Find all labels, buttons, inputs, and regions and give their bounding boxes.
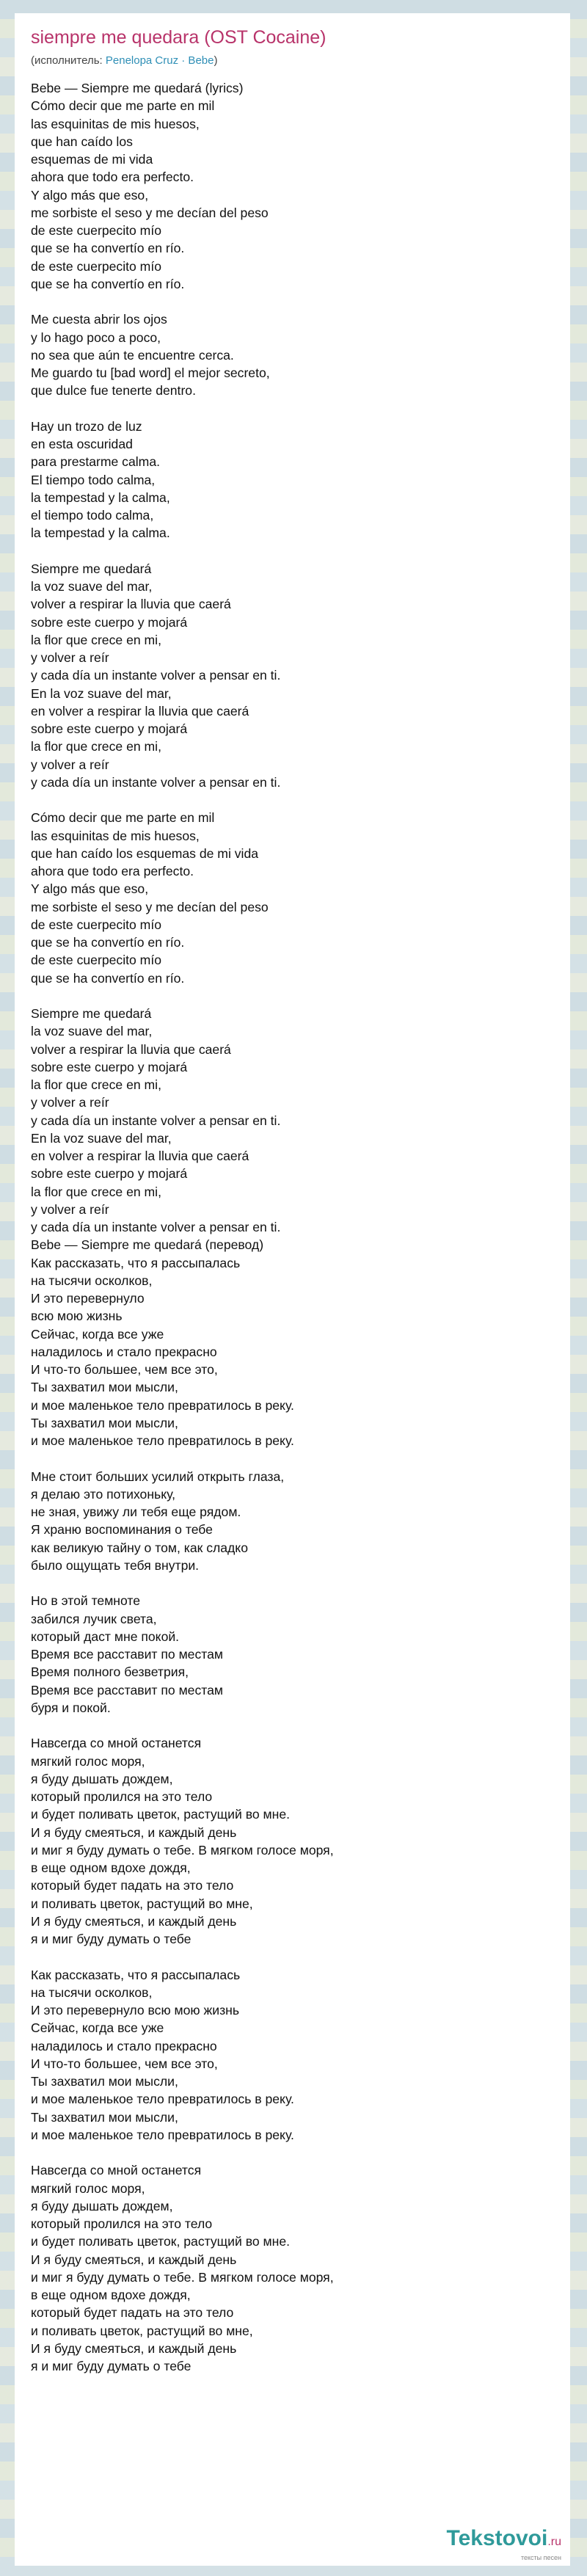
lyric-line xyxy=(31,2144,570,2161)
lyric-line: no sea que aún te encuentre cerca. xyxy=(31,347,234,363)
lyric-line: la tempestad y la calma. xyxy=(31,525,170,541)
lyric-line: Время полного безветрия, xyxy=(31,1664,189,1680)
lyric-line: Bebe — Siempre me quedará (перевод) xyxy=(31,1237,264,1253)
lyric-line xyxy=(31,293,570,310)
lyric-line: который будет падать на это тело xyxy=(31,2305,234,2321)
lyric-line: y cada día un instante volver a pensar en ti. xyxy=(31,668,281,683)
lyric-line xyxy=(31,987,570,1005)
lyric-line: sobre este cuerpo y mojará xyxy=(31,1166,188,1182)
lyric-line: Время все расставит по местам xyxy=(31,1647,223,1662)
lyric-line: который даст мне покой. xyxy=(31,1629,180,1644)
lyric-line: я буду дышать дождем, xyxy=(31,1771,173,1786)
performer-prefix: (исполнитель: xyxy=(31,54,106,67)
lyric-line: la flor que crece en mi, xyxy=(31,1184,161,1199)
lyric-line xyxy=(31,1574,570,1592)
lyric-line: И что-то большее, чем все это, xyxy=(31,1362,218,1377)
lyric-line: и миг я буду думать о тебе. В мягком голосе моря, xyxy=(31,1842,334,1858)
lyric-line: de este cuerpecito mío xyxy=(31,258,161,274)
lyric-line: в еще одном вдохе дождя, xyxy=(31,2288,191,2302)
lyric-line: y volver a reír xyxy=(31,1095,109,1110)
lyric-line: Сейчас, когда все уже xyxy=(31,2020,164,2036)
lyric-line: esquemas de mi vida xyxy=(31,152,153,167)
lyric-line: Cómo decir que me parte en mil xyxy=(31,98,215,114)
lyric-line: Siempre me quedará xyxy=(31,1006,152,1021)
lyric-line: я и миг буду думать о тебе xyxy=(31,2359,192,2373)
lyric-line: Y algo más que eso, xyxy=(31,881,149,897)
lyric-line: de este cuerpecito mío xyxy=(31,953,161,968)
lyric-line: в еще одном вдохе дождя, xyxy=(31,1860,191,1875)
lyric-line: мягкий голос моря, xyxy=(31,1753,145,1769)
lyric-line: la voz suave del mar, xyxy=(31,1024,153,1039)
lyric-line: las esquinitas de mis huesos, xyxy=(31,116,200,131)
lyric-line: la tempestad y la calma, xyxy=(31,490,170,505)
lyric-line: было ощущать тебя внутри. xyxy=(31,1557,200,1573)
lyric-line: не зная, увижу ли тебя еще рядом. xyxy=(31,1505,241,1519)
lyric-line: И это перевернуло xyxy=(31,1291,145,1306)
lyric-line: и поливать цветок, растущий во мне, xyxy=(31,2323,253,2338)
lyric-line: sobre este cuerpo y mojará xyxy=(31,1059,188,1074)
lyric-line: Siempre me quedará xyxy=(31,561,152,576)
lyric-line: en esta oscuridad xyxy=(31,437,133,451)
lyric-line: я делаю это потихоньку, xyxy=(31,1486,176,1502)
lyric-line: En la voz suave del mar, xyxy=(31,685,172,701)
lyric-line: en volver a respirar la lluvia que caerá xyxy=(31,1149,249,1163)
lyric-line: И я буду смеяться, и каждый день xyxy=(31,1824,237,1840)
lyric-line: Me guardo tu [bad word] el mejor secreto, xyxy=(31,365,270,380)
lyric-line: буря и покой. xyxy=(31,1700,111,1715)
lyric-line: y volver a reír xyxy=(31,1201,109,1217)
lyric-line: sobre este cuerpo y mojará xyxy=(31,721,188,736)
site-logo[interactable] xyxy=(447,2527,561,2561)
lyric-line: наладилось и стало прекрасно xyxy=(31,1344,217,1359)
lyric-line: я и миг буду думать о тебе xyxy=(31,1932,192,1946)
logo-tagline: тексты песен xyxy=(520,2554,561,2561)
lyric-line: la flor que crece en mi, xyxy=(31,739,161,754)
performer-suffix: ) xyxy=(214,54,218,67)
logo-wordmark xyxy=(447,2527,561,2554)
lyric-line: Bebe — Siempre me quedará (lyrics) xyxy=(31,81,244,95)
lyric-line: мягкий голос моря, xyxy=(31,2180,145,2196)
lyric-line: всю мою жизнь xyxy=(31,1309,123,1324)
lyric-line: Время все расставит по местам xyxy=(31,1682,223,1698)
lyric-line: y cada día un instante volver a pensar en ti. xyxy=(31,774,281,790)
lyric-line: volver a respirar la lluvia que caerá xyxy=(31,1041,231,1057)
lyric-line: y lo hago poco a poco, xyxy=(31,330,161,345)
lyric-line: и мое маленькое тело превратилось в реку. xyxy=(31,1433,294,1448)
lyric-line: Cómo decir que me parte en mil xyxy=(31,810,215,826)
lyric-line: el tiempo todo calma, xyxy=(31,508,154,523)
lyric-line: забился лучик света, xyxy=(31,1611,157,1626)
lyric-line: Навсегда со мной останется xyxy=(31,1736,202,1751)
lyric-line: Сейчас, когда все уже xyxy=(31,1326,164,1342)
lyric-line: Me cuesta abrir los ojos xyxy=(31,312,167,327)
lyric-line: И я буду смеяться, и каждый день xyxy=(31,2340,237,2356)
lyric-line: la voz suave del mar, xyxy=(31,579,153,594)
lyric-line: Мне стоит больших усилий открыть глаза, xyxy=(31,1469,285,1484)
lyric-line: la flor que crece en mi, xyxy=(31,1077,161,1092)
lyric-line xyxy=(31,1717,570,1734)
lyric-line: que han caído los esquemas de mi vida xyxy=(31,845,259,861)
song-header xyxy=(15,13,570,68)
lyric-line: Ты захватил мои мысли, xyxy=(31,1380,178,1395)
lyric-line: las esquinitas de mis huesos, xyxy=(31,828,200,843)
lyric-line: en volver a respirar la lluvia que caerá xyxy=(31,703,249,718)
lyric-line: volver a respirar la lluvia que caerá xyxy=(31,597,231,612)
lyric-line: ahora que todo era perfecto. xyxy=(31,864,194,878)
lyric-line: на тысячи осколков, xyxy=(31,1984,153,2000)
lyric-line: que se ha convertío en río. xyxy=(31,935,185,950)
lyric-line xyxy=(31,400,570,418)
lyric-line: de este cuerpecito mío xyxy=(31,917,161,932)
lyric-line: Hay un trozo de luz xyxy=(31,418,142,434)
lyric-line: para prestarme calma. xyxy=(31,454,161,470)
lyric-line: Как рассказать, что я рассыпалась xyxy=(31,1967,241,1982)
lyric-line: de este cuerpecito mío xyxy=(31,223,161,238)
lyric-line xyxy=(31,1948,570,1965)
lyrics-text xyxy=(15,68,570,2375)
lyric-line: на тысячи осколков, xyxy=(31,1273,153,1288)
lyrics-card xyxy=(15,13,570,2566)
lyric-line: la flor que crece en mi, xyxy=(31,632,161,647)
lyric-line: sobre este cuerpo y mojará xyxy=(31,614,188,630)
lyric-line: Навсегда со мной останется xyxy=(31,2163,202,2178)
lyric-line: И я буду смеяться, и каждый день xyxy=(31,1913,237,1929)
logo-name: Tekstovoi xyxy=(446,2526,548,2550)
lyric-line: me sorbiste el seso y me decían del peso xyxy=(31,205,269,220)
lyric-line: и миг я буду думать о тебе. В мягком голосе моря, xyxy=(31,2269,334,2285)
lyric-line: который пролился на это тело xyxy=(31,2216,213,2231)
lyric-line: que se ha convertío en río. xyxy=(31,276,185,291)
lyric-line: и будет поливать цветок, растущий во мне. xyxy=(31,2234,290,2249)
performer-line xyxy=(31,54,570,68)
lyric-line: y volver a reír xyxy=(31,757,109,772)
lyric-line: me sorbiste el seso y me decían del peso xyxy=(31,899,269,914)
lyric-line: И это перевернуло всю мою жизнь xyxy=(31,2003,240,2017)
lyric-line: Но в этой темноте xyxy=(31,1593,141,1609)
lyric-line: и мое маленькое тело превратилось в реку. xyxy=(31,1397,294,1413)
lyric-line: El tiempo todo calma, xyxy=(31,472,156,487)
lyric-line: y cada día un instante volver a pensar en ti. xyxy=(31,1220,281,1234)
lyric-line xyxy=(31,1449,570,1467)
lyric-line: который будет падать на это тело xyxy=(31,1878,234,1893)
lyric-line: Ты захватил мои мысли, xyxy=(31,2109,178,2125)
song-title: siempre me quedara (OST Cocaine) xyxy=(31,27,327,48)
lyric-line: Ты захватил мои мысли, xyxy=(31,2074,178,2089)
lyric-line: que dulce fue tenerte dentro. xyxy=(31,383,196,399)
lyric-line: я буду дышать дождем, xyxy=(31,2198,173,2213)
lyric-line: который пролился на это тело xyxy=(31,1789,213,1804)
lyric-line: и будет поливать цветок, растущий во мне. xyxy=(31,1807,290,1822)
lyric-line: И что-то большее, чем все это, xyxy=(31,2056,218,2071)
lyric-line: y volver a reír xyxy=(31,650,109,665)
lyric-line: и мое маленькое тело превратилось в реку. xyxy=(31,2127,294,2142)
lyric-line: Как рассказать, что я рассыпалась xyxy=(31,1255,241,1270)
lyric-line: Ты захватил мои мысли, xyxy=(31,1415,178,1430)
lyric-line: и поливать цветок, растущий во мне, xyxy=(31,1896,253,1911)
logo-suffix: .ru xyxy=(547,2536,561,2548)
lyric-line: que han caído los xyxy=(31,134,133,149)
lyric-line: наладилось и стало прекрасно xyxy=(31,2038,217,2053)
lyric-line: y cada día un instante volver a pensar en ti. xyxy=(31,1113,281,1128)
lyric-line: ahora que todo era perfecto. xyxy=(31,170,194,185)
lyric-line: и мое маленькое тело превратилось в реку. xyxy=(31,2092,294,2107)
performer-link[interactable]: Penelopa Cruz · Bebe xyxy=(105,54,214,67)
lyric-line xyxy=(31,791,570,809)
lyric-line: Я храню воспоминания о тебе xyxy=(31,1522,213,1538)
lyric-line: И я буду смеяться, и каждый день xyxy=(31,2252,237,2267)
lyric-line: Y algo más que eso, xyxy=(31,187,149,203)
lyric-line: как великую тайну о том, как сладко xyxy=(31,1540,248,1555)
lyric-line: En la voz suave del mar, xyxy=(31,1130,172,1146)
lyric-line xyxy=(31,542,570,560)
lyric-line: que se ha convertío en río. xyxy=(31,241,185,256)
lyric-line: que se ha convertío en río. xyxy=(31,970,185,986)
